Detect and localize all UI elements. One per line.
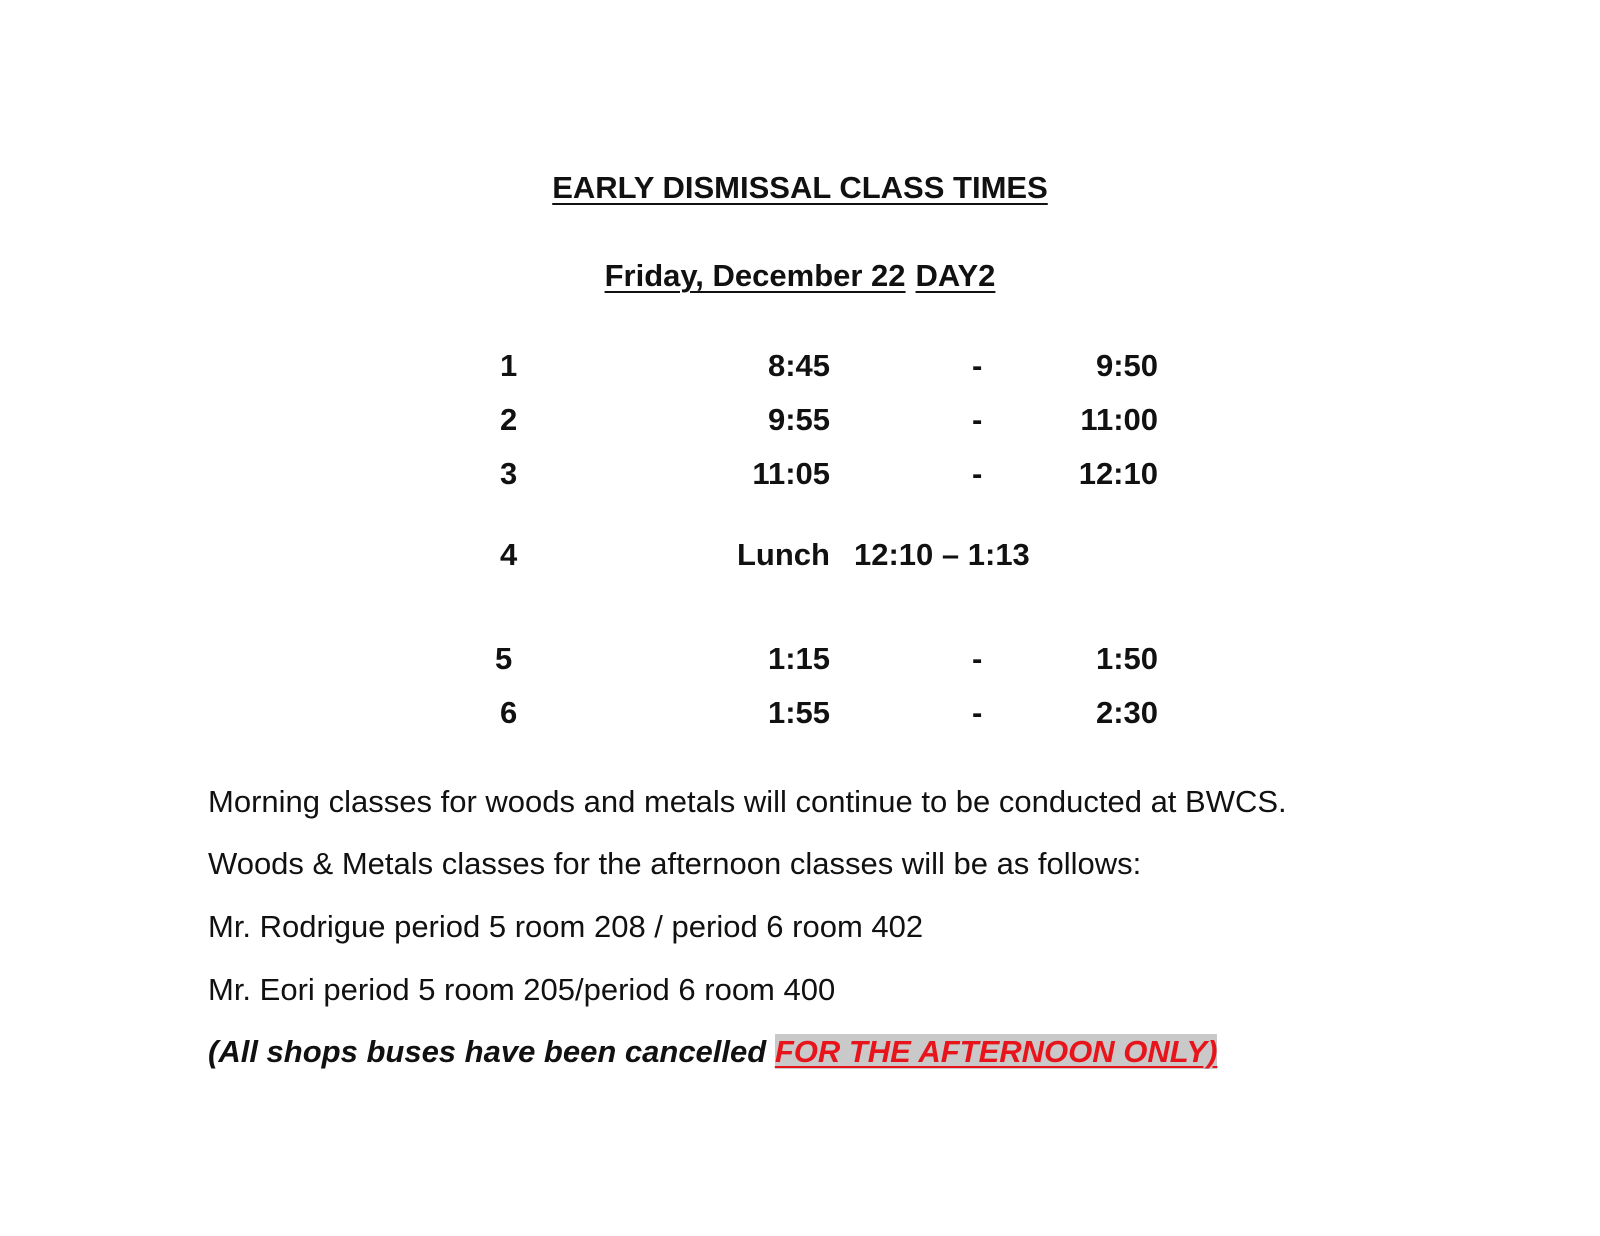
time-separator: -	[972, 402, 983, 437]
start-time: 9:55	[767, 402, 830, 437]
title-text: EARLY DISMISSAL CLASS TIMES	[552, 170, 1048, 205]
time-separator: -	[972, 456, 983, 491]
end-time: 2:30	[1095, 695, 1158, 730]
end-time: 12:10	[1078, 456, 1158, 491]
lunch-time: 12:10 – 1:13	[854, 537, 1030, 572]
schedule-row	[0, 641, 1600, 681]
day-text: DAY2	[915, 258, 996, 293]
end-time: 1:50	[1095, 641, 1158, 676]
period-number: 2	[500, 402, 518, 437]
schedule-row	[0, 695, 1600, 735]
time-separator: -	[972, 641, 983, 676]
lunch-label: Lunch	[737, 537, 830, 572]
schedule-row	[0, 402, 1600, 442]
schedule-row	[0, 456, 1600, 496]
date-text: Friday, December 22	[604, 258, 906, 293]
note-rodrigue: Mr. Rodrigue period 5 room 208 / period 6 room 402	[208, 909, 924, 944]
lunch-row	[0, 537, 1600, 577]
schedule-row	[0, 348, 1600, 388]
start-time: 11:05	[752, 456, 830, 491]
start-time: 8:45	[767, 348, 830, 383]
note-eori: Mr. Eori period 5 room 205/period 6 room 400	[208, 972, 836, 1007]
period-number: 5	[495, 641, 513, 676]
start-time: 1:55	[767, 695, 830, 730]
note-afternoon: Woods & Metals classes for the afternoon classes will be as follows:	[208, 846, 1142, 881]
page-title	[0, 170, 1600, 206]
period-number: 1	[500, 348, 518, 383]
note-buses-cancelled	[208, 1034, 1217, 1070]
period-number: 6	[500, 695, 518, 730]
period-number: 3	[500, 456, 518, 491]
afternoon-only-highlight: FOR THE AFTERNOON ONLY)	[774, 1034, 1218, 1069]
buses-cancelled-text: (All shops buses have been cancelled	[208, 1034, 775, 1069]
date-heading	[0, 258, 1600, 294]
note-morning: Morning classes for woods and metals will continue to be conducted at BWCS.	[208, 784, 1287, 819]
end-time: 9:50	[1095, 348, 1158, 383]
time-separator: -	[972, 348, 983, 383]
time-separator: -	[972, 695, 983, 730]
period-number: 4	[500, 537, 518, 572]
start-time: 1:15	[767, 641, 830, 676]
end-time: 11:00	[1080, 402, 1158, 437]
